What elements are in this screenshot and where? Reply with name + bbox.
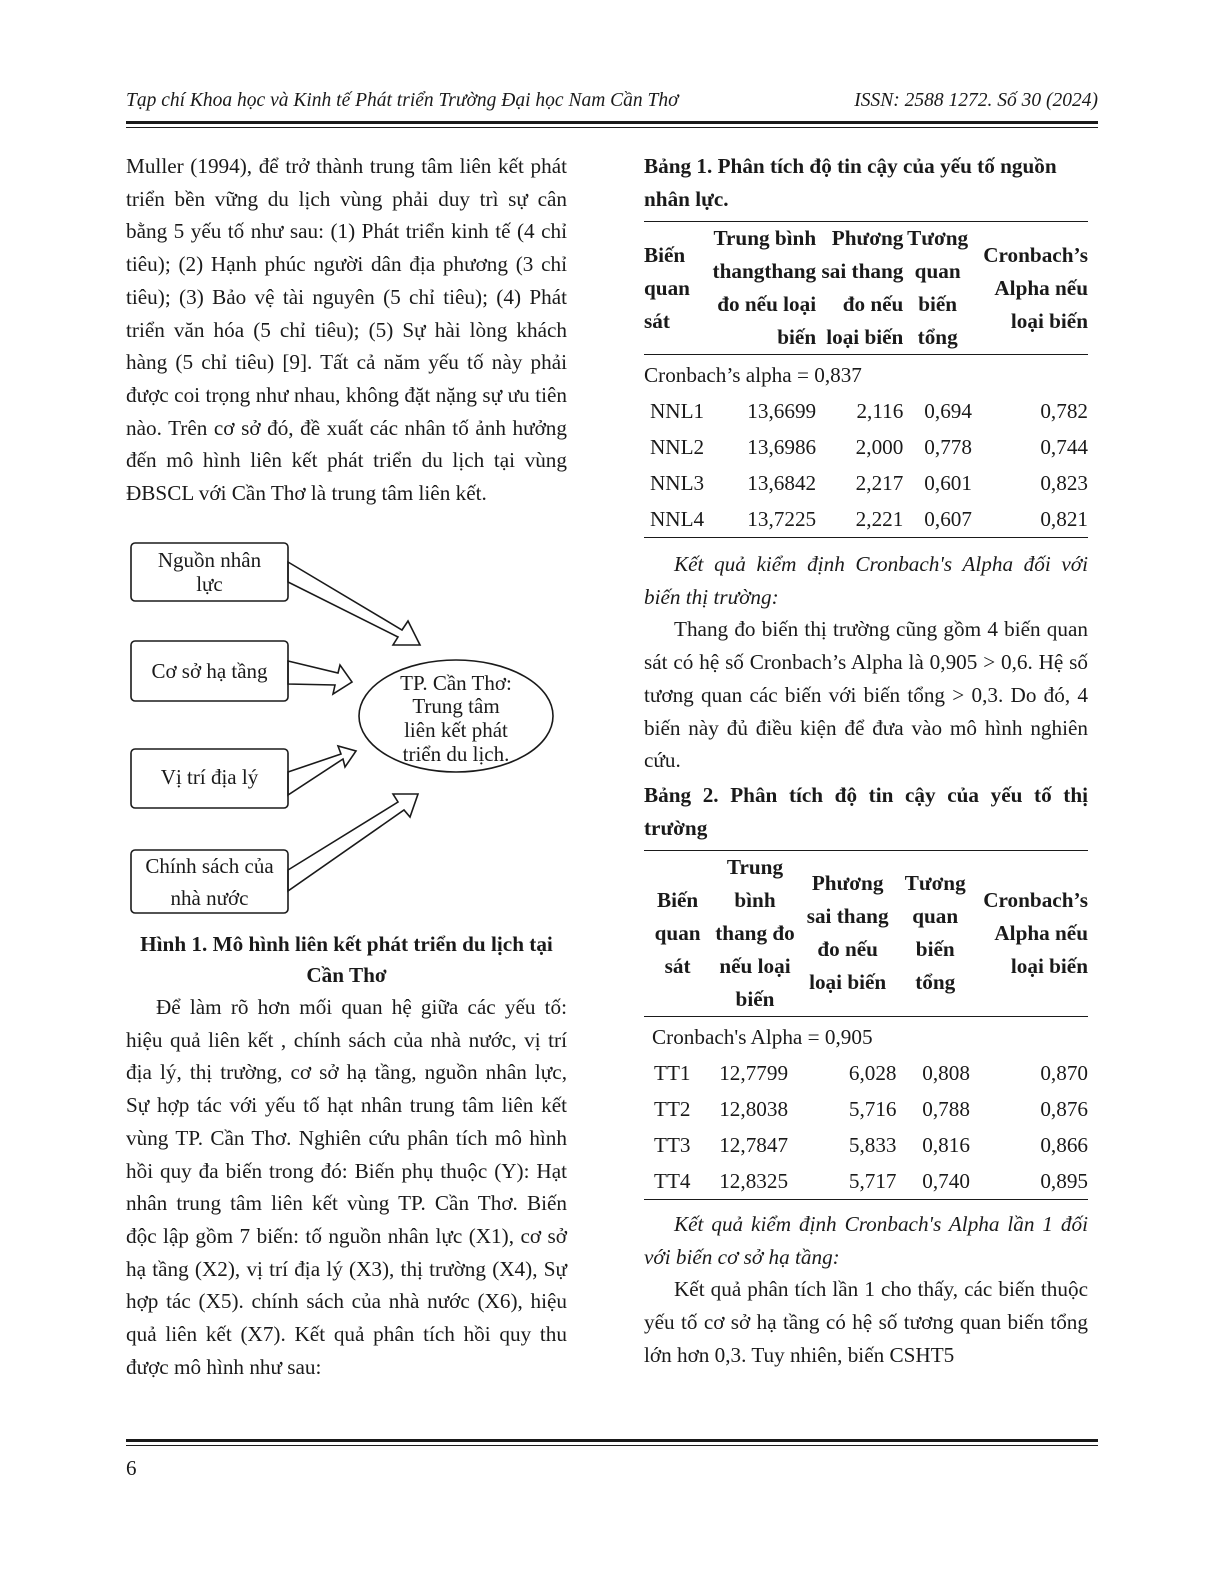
t1-header-correlation: Tương quan biến tổng [907, 226, 969, 349]
left-column-bottom [126, 991, 567, 1383]
box-3-label: Vị trí địa lý [160, 765, 259, 789]
box-2-label: Cơ sở hạ tầng [151, 659, 268, 683]
right-column [644, 150, 1088, 1371]
subheading-infrastructure: Kết quả kiểm định Cronbach's Alpha lần 1 đối với biến cơ sở hạ tầng: [644, 1211, 1088, 1269]
left-column-top [126, 150, 567, 510]
center-line-2: Trung tâm [412, 694, 500, 718]
issn-issue: ISSN: 2588 1272. Số 30 (2024) [854, 90, 1098, 111]
table-row: TT3 12,7847 5,833 0,816 0,866 [654, 1132, 1088, 1157]
t1-alpha-row: Cronbach’s alpha = 0,837 [644, 363, 862, 387]
page-number: 6 [126, 1456, 137, 1480]
table-2-caption: Bảng 2. Phân tích độ tin cậy của yếu tố thị trường [644, 782, 1088, 840]
table-row: NNL4 13,7225 2,221 0,607 0,821 [650, 507, 1088, 531]
header-rule-thick [126, 121, 1098, 124]
body-paragraph: Muller (1994), để trở thành trung tâm liên kết phát triển bền vững du lịch vùng phải duy trì sự cân bằng 5 yếu tố như sau: (1) Phát triển kinh tế (4 chỉ tiêu); (2) Hạnh phúc người dân địa phương (3 chỉ tiêu); (3) Bảo vệ tài nguyên (5 chỉ tiêu); (4) Phát triển văn hóa (5 chỉ tiêu); (5) Sự hài lòng khách hàng (5 chỉ tiêu) [9]. Tất cả năm yếu tố này phải được coi trọng như nhau, không đặt nặng sự ưu tiên nào. Trên cơ sở đó, đề xuất các nhân tố ảnh hưởng đến mô hình liên kết phát triển du lịch tại vùng ĐBSCL với Cần Thơ là trung tâm liên kết. [126, 154, 567, 506]
arrow-1 [288, 562, 420, 645]
body-paragraph-4: Kết quả phân tích lần 1 cho thấy, các biến thuộc yếu tố cơ sở hạ tầng có hệ số tương quan biến tổng lớn hơn 0,3. Tuy nhiên, biến CSHT5 [644, 1277, 1088, 1367]
footer-rule-thin [126, 1445, 1098, 1446]
header-rule-thin [126, 127, 1098, 128]
t2-header-variable: Biến quan sát [654, 887, 701, 978]
table-2 [644, 850, 1088, 1200]
t1-header-mean: Trung bình thangthang đo nếu loại biến [712, 226, 817, 349]
running-header [126, 90, 1098, 118]
table-row: NNL3 13,6842 2,217 0,601 0,823 [650, 471, 1088, 495]
subheading-market: Kết quả kiểm định Cronbach's Alpha đối với biến thị trường: [644, 552, 1088, 609]
table-row: NNL2 13,6986 2,000 0,778 0,744 [650, 435, 1088, 459]
box-1-line-1: Nguồn nhân [157, 548, 262, 572]
box-4-line-1: Chính sách của [145, 854, 274, 878]
center-line-3: liên kết phát [404, 718, 508, 742]
t2-header-mean: Trung bình thang đo nếu loại biến [715, 854, 795, 1011]
box-4-line-2: nhà nước [170, 886, 249, 910]
footer-rule-thick [126, 1439, 1098, 1442]
table-row: NNL1 13,6699 2,116 0,694 0,782 [650, 399, 1088, 423]
t1-header-alpha: Cronbach’s Alpha nếu loại biến [983, 242, 1088, 333]
box-1-line-2: lực [196, 572, 223, 596]
table-row: TT1 12,7799 6,028 0,808 0,870 [654, 1060, 1088, 1085]
body-paragraph-2: Để làm rõ hơn mối quan hệ giữa các yếu tố: hiệu quả liên kết , chính sách của nhà nước, vị trí địa lý, thị trường, cơ sở hạ tầng, nguồn nhân lực, Sự hợp tác với yếu tố hạt nhân trung tâm liên kết vùng TP. Cần Thơ. Nghiên cứu phân tích mô hình hồi quy đa biến trong đó: Biến phụ thuộc (Y): Hạt nhân trung tâm liên kết vùng TP. Cần Thơ. Biến độc lập gồm 7 biến: tố nguồn nhân lực (X1), cơ sở hạ tầng (X2), vị trí địa lý (X3), thị trường (X4), Sự hợp tác (X5). chính sách của nhà nước (X6), hiệu quả liên kết (X7). Kết quả phân tích hồi quy thu được mô hình như sau: [126, 995, 567, 1379]
body-paragraph-3: Thang đo biến thị trường cũng gồm 4 biến quan sát có hệ số Cronbach’s Alpha là 0,905 > 0,6. Hệ số tương quan các biến với biến tổng > 0,3. Do đó, 4 biến này đủ điều kiện để đưa vào mô hình nghiên cứu. [644, 617, 1088, 773]
t2-alpha-row: Cronbach's Alpha = 0,905 [652, 1024, 873, 1049]
journal-title: Tạp chí Khoa học và Kinh tế Phát triển Trường Đại học Nam Cần Thơ [126, 90, 679, 111]
table-1-caption: Bảng 1. Phân tích độ tin cậy của yếu tố nguồn nhân lực. [644, 154, 1057, 211]
t1-header-variance: Phương sai thang đo nếu loại biến [821, 226, 904, 349]
t2-header-alpha: Cronbach’s Alpha nếu loại biến [983, 887, 1088, 978]
arrow-4 [288, 794, 418, 891]
figure-caption: Hình 1. Mô hình liên kết phát triển du lịch tại Cần Thơ [140, 932, 553, 987]
arrow-2 [288, 661, 352, 694]
t2-header-correlation: Tương quan biến tổng [904, 871, 966, 995]
table-row: TT2 12,8038 5,716 0,788 0,876 [654, 1096, 1088, 1121]
arrow-3 [288, 746, 356, 795]
center-line-4: triển du lịch. [402, 742, 510, 766]
table-row: TT4 12,8325 5,717 0,740 0,895 [654, 1168, 1088, 1193]
t1-header-variable: Biến quan sát [644, 242, 690, 333]
t2-header-variance: Phương sai thang đo nếu loại biến [806, 871, 889, 995]
table-1 [644, 221, 1088, 538]
figure-1-diagram [126, 540, 581, 930]
center-line-1: TP. Cần Thơ: [400, 671, 512, 695]
